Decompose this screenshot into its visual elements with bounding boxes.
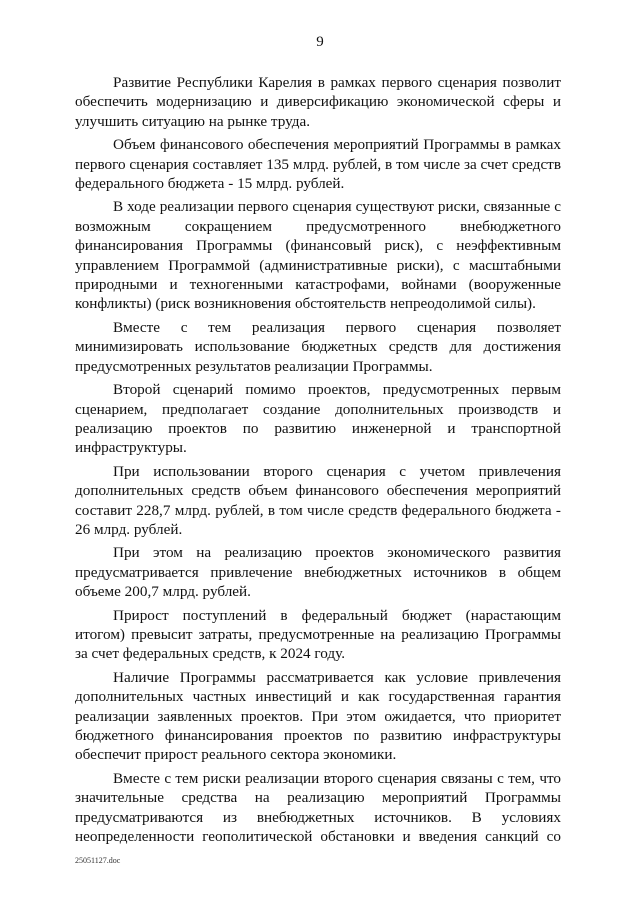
paragraph: Второй сценарий помимо проектов, предусмотренных первым сценарием, предполагает создание дополнительных производств и реализацию проектов по развитию инженерной и транспортной инфраструктуры. [75, 381, 561, 457]
paragraph: Развитие Республики Карелия в рамках первого сценария позволит обеспечить модернизацию и диверсификацию экономической сферы и улучшить ситуацию на рынке труда. [75, 74, 561, 130]
paragraph: При этом на реализацию проектов экономического развития предусматривается привлечение внебюджетных источников в общем объеме 200,7 млрд. рублей. [75, 544, 561, 601]
paragraph: При использовании второго сценария с учетом привлечения дополнительных средств объем финансового обеспечения мероприятий составит 228,7 млрд. рублей, в том числе средств федерального бюджета - 26 млрд. рублей. [75, 462, 561, 538]
document-body [75, 73, 561, 850]
paragraph: Прирост поступлений в федеральный бюджет (нарастающим итогом) превысит затраты, предусмотренные на реализацию Программы за счет федеральных средств, к 2024 году. [75, 606, 561, 663]
paragraph: Объем финансового обеспечения мероприятий Программы в рамках первого сценария составляет 135 млрд. рублей, в том числе за счет средств федерального бюджета - 15 млрд. рублей. [75, 136, 561, 193]
paragraph: Наличие Программы рассматривается как условие привлечения дополнительных частных инвестиций и как государственная гарантия реализации заявленных проектов. При этом ожидается, что приоритет бюджетного финансирования проектов по развитию инфраструктуры обеспечит прирост реального сектора экономики. [75, 668, 561, 764]
paragraph: Вместе с тем риски реализации второго сценария связаны с тем, что значительные средства на реализацию мероприятий Программы предусматриваются из внебюджетных источников. В условиях неопределенности геополитической обстановки и введения санкций со [75, 769, 561, 846]
paragraph: В ходе реализации первого сценария существуют риски, связанные с возможным сокращением предусмотренного внебюджетного финансирования Программы (финансовый риск), с неэффективным управлением Программой (административные риски), с масштабными природными и техногенными катастрофами, войнами (вооруженные конфликты) (риск возникновения обстоятельств непреодолимой силы). [75, 198, 561, 313]
page-number: 9 [316, 34, 324, 50]
footer-file-code: 25051127.doc [75, 856, 121, 865]
paragraph: Вместе с тем реализация первого сценария позволяет минимизировать использование бюджетных средств для достижения предусмотренных результатов реализации Программы. [75, 318, 561, 375]
